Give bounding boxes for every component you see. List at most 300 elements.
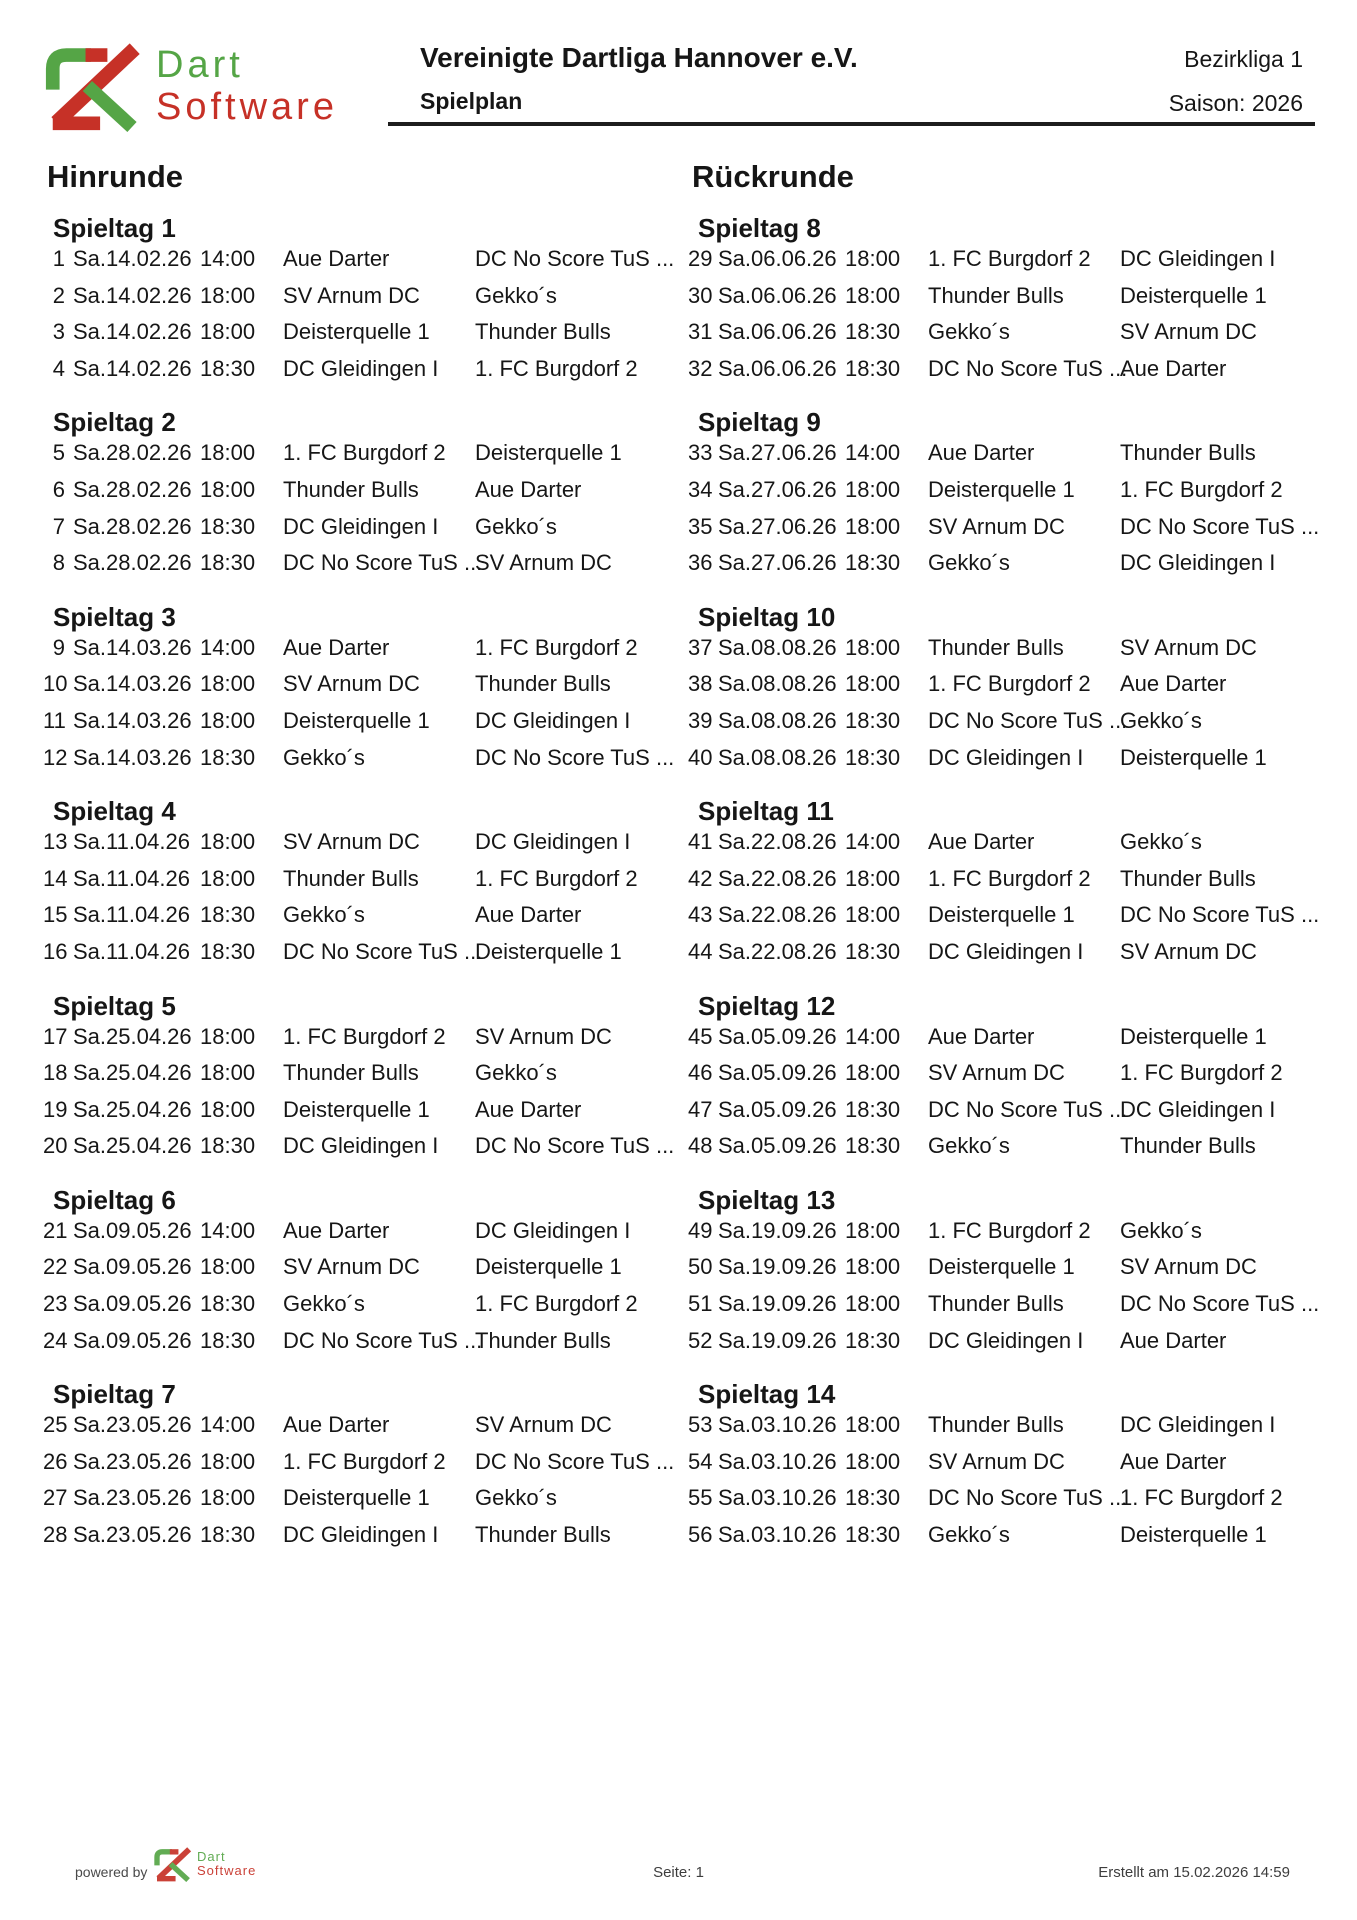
- match-number: 50: [688, 1254, 713, 1280]
- match-row: [685, 707, 1327, 744]
- match-date: 11.04.26: [106, 938, 191, 964]
- match-day: Sa.: [73, 1023, 107, 1049]
- match-row: [685, 318, 1327, 355]
- match-date: 08.08.26: [751, 634, 837, 660]
- match-date: 19.09.26: [751, 1217, 837, 1243]
- match-home-team: DC No Score TuS ...: [283, 550, 483, 576]
- match-away-team: 1. FC Burgdorf 2: [475, 1291, 638, 1317]
- match-row: [685, 744, 1327, 781]
- match-away-team: SV Arnum DC: [1120, 634, 1257, 660]
- match-row: [40, 245, 677, 282]
- match-time: 18:30: [845, 938, 901, 964]
- matchday-title: Spieltag 5: [53, 990, 176, 1021]
- match-home-team: 1. FC Burgdorf 2: [928, 246, 1091, 271]
- match-number: 48: [688, 1133, 713, 1159]
- match-row: [40, 1327, 677, 1364]
- match-home-team: Gekko´s: [283, 744, 365, 770]
- match-day: Sa.: [73, 671, 107, 697]
- match-number: 19: [43, 1096, 68, 1122]
- match-home-team: DC Gleidingen I: [283, 1522, 439, 1548]
- match-time: 18:00: [200, 707, 256, 733]
- match-row: [685, 439, 1327, 476]
- match-day: Sa.: [718, 1060, 752, 1086]
- match-day: Sa.: [73, 829, 107, 855]
- match-away-team: Deisterquelle 1: [475, 440, 622, 466]
- match-day: Sa.: [73, 319, 107, 345]
- match-time: 18:30: [845, 1133, 901, 1159]
- match-time: 14:00: [845, 1023, 901, 1049]
- match-time: 18:30: [200, 1291, 256, 1317]
- match-home-team: DC No Score TuS ...: [928, 1485, 1128, 1511]
- match-time: 14:00: [200, 1217, 256, 1243]
- match-day: Sa.: [718, 1133, 752, 1159]
- match-day: Sa.: [73, 1412, 107, 1438]
- match-away-team: Gekko´s: [1120, 1217, 1202, 1243]
- page-number-label: Seite: 1: [653, 1864, 704, 1881]
- match-home-team: Thunder Bulls: [928, 1291, 1064, 1317]
- match-time: 18:00: [845, 1217, 901, 1243]
- matchday-block: [40, 1185, 677, 1363]
- match-date: 22.08.26: [751, 829, 837, 855]
- match-home-team: DC No Score TuS ...: [928, 355, 1128, 381]
- match-date: 14.03.26: [106, 671, 192, 697]
- match-away-team: DC Gleidingen I: [475, 1217, 631, 1243]
- created-at-label: Erstellt am 15.02.2026 14:59: [1098, 1864, 1290, 1881]
- match-number: 11: [43, 707, 66, 733]
- dart-software-logo-icon: [40, 40, 142, 132]
- logo-word-dart: Dart: [156, 44, 244, 86]
- match-away-team: Deisterquelle 1: [1120, 282, 1267, 308]
- match-number: 3: [52, 319, 65, 345]
- match-home-team: Thunder Bulls: [283, 1060, 419, 1086]
- match-number: 1: [52, 246, 65, 271]
- match-time: 18:00: [200, 1060, 256, 1086]
- match-date: 11.04.26: [106, 865, 191, 891]
- match-date: 25.04.26: [106, 1096, 192, 1122]
- match-day: Sa.: [73, 1448, 107, 1474]
- match-date: 27.06.26: [751, 476, 837, 502]
- match-home-team: Deisterquelle 1: [283, 1096, 430, 1122]
- matchday-title: Spieltag 2: [53, 407, 176, 438]
- match-home-team: DC Gleidingen I: [928, 1327, 1084, 1353]
- match-date: 23.05.26: [106, 1448, 192, 1474]
- match-home-team: Deisterquelle 1: [928, 476, 1075, 502]
- matchday-title: Spieltag 1: [53, 213, 176, 243]
- match-number: 32: [688, 355, 713, 381]
- match-day: Sa.: [73, 1327, 107, 1353]
- match-date: 22.08.26: [751, 865, 837, 891]
- match-number: 16: [43, 938, 68, 964]
- match-home-team: Deisterquelle 1: [283, 707, 430, 733]
- match-home-team: SV Arnum DC: [928, 1448, 1065, 1474]
- matchday-block: [40, 407, 677, 585]
- matchday-title: Spieltag 10: [698, 601, 836, 632]
- match-home-team: Aue Darter: [928, 829, 1035, 855]
- match-away-team: DC Gleidingen I: [1120, 246, 1276, 271]
- matchday-block: [685, 796, 1327, 974]
- match-away-team: DC Gleidingen I: [1120, 550, 1276, 576]
- match-date: 03.10.26: [751, 1448, 837, 1474]
- match-date: 14.02.26: [106, 355, 192, 381]
- match-home-team: 1. FC Burgdorf 2: [283, 1023, 446, 1049]
- match-day: Sa.: [718, 319, 752, 345]
- match-time: 18:00: [845, 1060, 901, 1086]
- matchday-title: Spieltag 9: [698, 407, 821, 438]
- matchday-block: [40, 213, 677, 391]
- match-number: 49: [688, 1217, 713, 1243]
- match-date: 19.09.26: [751, 1254, 837, 1280]
- match-number: 30: [688, 282, 713, 308]
- match-row: [685, 1023, 1327, 1060]
- match-time: 14:00: [200, 634, 256, 660]
- match-day: Sa.: [73, 355, 107, 381]
- match-number: 12: [43, 744, 68, 770]
- match-row: [685, 865, 1327, 902]
- match-home-team: Aue Darter: [928, 440, 1035, 466]
- match-away-team: Thunder Bulls: [475, 1327, 611, 1353]
- match-day: Sa.: [73, 282, 107, 308]
- match-day: Sa.: [718, 671, 752, 697]
- match-number: 41: [688, 829, 713, 855]
- matchday-block: [685, 213, 1327, 391]
- match-date: 23.05.26: [106, 1522, 192, 1548]
- logo-wordmark: [156, 40, 338, 128]
- match-time: 18:30: [200, 938, 256, 964]
- match-date: 27.06.26: [751, 550, 837, 576]
- match-home-team: Aue Darter: [928, 1023, 1035, 1049]
- match-date: 05.09.26: [751, 1096, 837, 1122]
- match-day: Sa.: [73, 440, 107, 466]
- match-date: 08.08.26: [751, 707, 837, 733]
- match-row: [40, 1217, 677, 1254]
- match-day: Sa.: [718, 902, 752, 928]
- match-day: Sa.: [73, 1060, 107, 1086]
- match-number: 17: [43, 1023, 68, 1049]
- match-number: 34: [688, 476, 713, 502]
- match-number: 40: [688, 744, 713, 770]
- match-day: Sa.: [718, 1096, 752, 1122]
- match-time: 18:00: [200, 282, 256, 308]
- match-time: 14:00: [845, 440, 901, 466]
- match-time: 18:00: [200, 1023, 256, 1049]
- match-time: 18:30: [845, 319, 901, 345]
- match-date: 14.02.26: [106, 319, 192, 345]
- match-time: 18:00: [200, 865, 256, 891]
- match-date: 14.02.26: [106, 282, 192, 308]
- match-time: 14:00: [845, 829, 901, 855]
- match-row: [40, 1290, 677, 1327]
- match-number: 6: [52, 476, 65, 502]
- match-time: 18:30: [845, 1327, 901, 1353]
- match-day: Sa.: [718, 1254, 752, 1280]
- match-row: [40, 1253, 677, 1290]
- matchday-block: [685, 602, 1327, 780]
- match-home-team: DC No Score TuS ...: [283, 1327, 483, 1353]
- match-away-team: Thunder Bulls: [1120, 440, 1256, 466]
- match-home-team: SV Arnum DC: [283, 282, 420, 308]
- match-day: Sa.: [718, 550, 752, 576]
- match-home-team: DC Gleidingen I: [283, 513, 439, 539]
- header-divider: [388, 122, 1315, 126]
- match-day: Sa.: [73, 1522, 107, 1548]
- match-home-team: Aue Darter: [283, 1217, 390, 1243]
- match-home-team: Aue Darter: [283, 246, 390, 271]
- match-home-team: Deisterquelle 1: [928, 1254, 1075, 1280]
- match-time: 18:30: [200, 1133, 256, 1159]
- match-day: Sa.: [73, 707, 107, 733]
- match-date: 27.06.26: [751, 513, 837, 539]
- match-date: 03.10.26: [751, 1412, 837, 1438]
- matchday-block: [685, 1379, 1327, 1557]
- match-home-team: DC No Score TuS ...: [928, 1096, 1128, 1122]
- match-number: 52: [688, 1327, 713, 1353]
- match-date: 27.06.26: [751, 440, 837, 466]
- match-number: 36: [688, 550, 713, 576]
- match-date: 25.04.26: [106, 1023, 192, 1049]
- match-time: 18:00: [845, 282, 901, 308]
- match-day: Sa.: [73, 938, 107, 964]
- match-date: 09.05.26: [106, 1217, 192, 1243]
- match-date: 28.02.26: [106, 550, 192, 576]
- match-away-team: Aue Darter: [1120, 671, 1227, 697]
- match-number: 42: [688, 865, 713, 891]
- footer-logo-word-dart: Dart: [197, 1849, 226, 1864]
- match-time: 18:00: [200, 829, 256, 855]
- match-number: 54: [688, 1448, 713, 1474]
- match-home-team: DC Gleidingen I: [928, 744, 1084, 770]
- match-day: Sa.: [718, 634, 752, 660]
- match-date: 14.03.26: [106, 707, 192, 733]
- match-day: Sa.: [718, 355, 752, 381]
- match-row: [40, 1023, 677, 1060]
- match-time: 18:30: [845, 1522, 901, 1548]
- match-date: 05.09.26: [751, 1023, 837, 1049]
- match-number: 46: [688, 1060, 713, 1086]
- match-home-team: Deisterquelle 1: [283, 319, 430, 345]
- match-away-team: Thunder Bulls: [1120, 865, 1256, 891]
- match-row: [40, 513, 677, 550]
- match-day: Sa.: [73, 1254, 107, 1280]
- match-day: Sa.: [718, 513, 752, 539]
- match-time: 18:30: [845, 1485, 901, 1511]
- match-date: 06.06.26: [751, 246, 837, 271]
- match-day: Sa.: [718, 246, 752, 271]
- match-row: [685, 1484, 1327, 1521]
- match-row: [685, 1217, 1327, 1254]
- match-day: Sa.: [73, 1291, 107, 1317]
- match-day: Sa.: [718, 707, 752, 733]
- match-home-team: 1. FC Burgdorf 2: [283, 1448, 446, 1474]
- matchday-block: [40, 602, 677, 780]
- match-number: 55: [688, 1485, 713, 1511]
- match-date: 28.02.26: [106, 513, 192, 539]
- match-home-team: 1. FC Burgdorf 2: [928, 1217, 1091, 1243]
- matchday-block: [40, 991, 677, 1169]
- match-day: Sa.: [73, 634, 107, 660]
- match-row: [685, 1253, 1327, 1290]
- match-home-team: DC No Score TuS ...: [283, 938, 483, 964]
- match-number: 21: [43, 1217, 68, 1243]
- match-home-team: DC Gleidingen I: [928, 938, 1084, 964]
- match-number: 31: [688, 319, 713, 345]
- match-day: Sa.: [718, 1327, 752, 1353]
- match-date: 08.08.26: [751, 744, 837, 770]
- match-date: 06.06.26: [751, 319, 837, 345]
- match-home-team: 1. FC Burgdorf 2: [928, 671, 1091, 697]
- match-day: Sa.: [718, 1291, 752, 1317]
- match-day: Sa.: [73, 1485, 107, 1511]
- match-time: 18:30: [200, 1327, 256, 1353]
- match-number: 29: [688, 246, 713, 271]
- match-date: 05.09.26: [751, 1133, 837, 1159]
- match-row: [685, 1521, 1327, 1558]
- match-away-team: SV Arnum DC: [1120, 1254, 1257, 1280]
- match-home-team: Gekko´s: [928, 550, 1010, 576]
- matchday-title: Spieltag 3: [53, 601, 176, 632]
- match-number: 43: [688, 902, 713, 928]
- match-home-team: DC Gleidingen I: [283, 355, 439, 381]
- match-time: 14:00: [200, 1412, 256, 1438]
- match-date: 19.09.26: [751, 1327, 837, 1353]
- match-home-team: SV Arnum DC: [928, 1060, 1065, 1086]
- match-away-team: Gekko´s: [1120, 707, 1202, 733]
- match-away-team: DC No Score TuS ...: [475, 1133, 675, 1159]
- match-day: Sa.: [73, 476, 107, 502]
- match-number: 47: [688, 1096, 713, 1122]
- match-day: Sa.: [718, 282, 752, 308]
- match-away-team: Aue Darter: [475, 1096, 582, 1122]
- match-away-team: DC No Score TuS ...: [475, 744, 675, 770]
- match-day: Sa.: [73, 246, 107, 271]
- match-date: 14.03.26: [106, 634, 192, 660]
- match-row: [685, 549, 1327, 586]
- match-number: 10: [43, 671, 68, 697]
- match-date: 11.04.26: [106, 902, 191, 928]
- match-row: [685, 1290, 1327, 1327]
- match-number: 23: [43, 1291, 68, 1317]
- match-time: 18:00: [845, 246, 901, 271]
- match-number: 13: [43, 829, 68, 855]
- match-row: [40, 707, 677, 744]
- match-date: 25.04.26: [106, 1060, 192, 1086]
- match-away-team: Deisterquelle 1: [475, 938, 622, 964]
- match-number: 38: [688, 671, 713, 697]
- matchday-title: Spieltag 6: [53, 1184, 176, 1215]
- match-away-team: Aue Darter: [475, 902, 582, 928]
- match-number: 33: [688, 440, 713, 466]
- match-row: [685, 1411, 1327, 1448]
- round-title: Hinrunde: [47, 159, 184, 194]
- match-row: [40, 634, 677, 671]
- match-date: 25.04.26: [106, 1133, 192, 1159]
- match-day: Sa.: [718, 938, 752, 964]
- match-date: 28.02.26: [106, 476, 192, 502]
- document-title: Vereinigte Dartliga Hannover e.V.: [420, 42, 858, 73]
- match-row: [685, 513, 1327, 550]
- match-away-team: Thunder Bulls: [475, 1522, 611, 1548]
- match-day: Sa.: [718, 476, 752, 502]
- match-day: Sa.: [718, 744, 752, 770]
- match-home-team: Gekko´s: [283, 902, 365, 928]
- match-away-team: Thunder Bulls: [475, 319, 611, 345]
- matchday-block: [685, 991, 1327, 1169]
- match-row: [40, 1448, 677, 1485]
- match-away-team: 1. FC Burgdorf 2: [475, 634, 638, 660]
- match-away-team: DC No Score TuS ...: [1120, 513, 1320, 539]
- match-day: Sa.: [718, 1485, 752, 1511]
- season-label: Saison: 2026: [1168, 90, 1303, 116]
- match-time: 18:00: [845, 1291, 901, 1317]
- match-away-team: 1. FC Burgdorf 2: [1120, 1485, 1283, 1511]
- match-date: 06.06.26: [751, 282, 837, 308]
- match-row: [685, 1059, 1327, 1096]
- rounds-container: [40, 158, 1330, 1574]
- match-time: 18:00: [200, 1485, 256, 1511]
- match-away-team: Aue Darter: [1120, 1448, 1227, 1474]
- match-home-team: SV Arnum DC: [928, 513, 1065, 539]
- match-time: 18:00: [200, 671, 256, 697]
- match-date: 06.06.26: [751, 355, 837, 381]
- match-time: 18:30: [200, 1522, 256, 1548]
- match-time: 18:00: [845, 476, 901, 502]
- match-away-team: DC No Score TuS ...: [475, 1448, 675, 1474]
- match-away-team: Deisterquelle 1: [1120, 1522, 1267, 1548]
- match-away-team: DC Gleidingen I: [475, 829, 631, 855]
- match-date: 22.08.26: [751, 938, 837, 964]
- match-home-team: Thunder Bulls: [283, 476, 419, 502]
- match-row: [685, 1327, 1327, 1364]
- match-day: Sa.: [718, 1412, 752, 1438]
- match-away-team: SV Arnum DC: [1120, 319, 1257, 345]
- match-away-team: Thunder Bulls: [1120, 1133, 1256, 1159]
- match-number: 15: [43, 902, 68, 928]
- match-row: [685, 901, 1327, 938]
- match-away-team: SV Arnum DC: [475, 1412, 612, 1438]
- match-away-team: SV Arnum DC: [475, 1023, 612, 1049]
- match-day: Sa.: [73, 902, 107, 928]
- match-home-team: Thunder Bulls: [928, 634, 1064, 660]
- match-away-team: SV Arnum DC: [475, 550, 612, 576]
- match-number: 37: [688, 634, 713, 660]
- match-time: 18:30: [845, 550, 901, 576]
- matchday-block: [40, 796, 677, 974]
- match-home-team: Gekko´s: [928, 1522, 1010, 1548]
- match-row: [40, 1411, 677, 1448]
- match-time: 18:30: [200, 355, 256, 381]
- match-row: [40, 282, 677, 319]
- match-number: 35: [688, 513, 713, 539]
- match-number: 25: [43, 1412, 68, 1438]
- match-day: Sa.: [718, 1217, 752, 1243]
- match-day: Sa.: [718, 829, 752, 855]
- match-time: 18:00: [200, 1448, 256, 1474]
- match-number: 39: [688, 707, 713, 733]
- match-away-team: DC No Score TuS ...: [475, 246, 675, 271]
- match-home-team: Thunder Bulls: [928, 282, 1064, 308]
- match-row: [40, 1059, 677, 1096]
- match-date: 09.05.26: [106, 1291, 192, 1317]
- match-time: 18:00: [845, 865, 901, 891]
- match-away-team: SV Arnum DC: [1120, 938, 1257, 964]
- match-row: [40, 476, 677, 513]
- dart-software-logo: [40, 40, 338, 132]
- matchday-block: [40, 1379, 677, 1557]
- matchday-title: Spieltag 7: [53, 1379, 176, 1410]
- match-home-team: SV Arnum DC: [283, 1254, 420, 1280]
- match-away-team: DC No Score TuS ...: [1120, 902, 1320, 928]
- match-time: 18:00: [845, 1412, 901, 1438]
- powered-by-label: powered by: [75, 1864, 148, 1880]
